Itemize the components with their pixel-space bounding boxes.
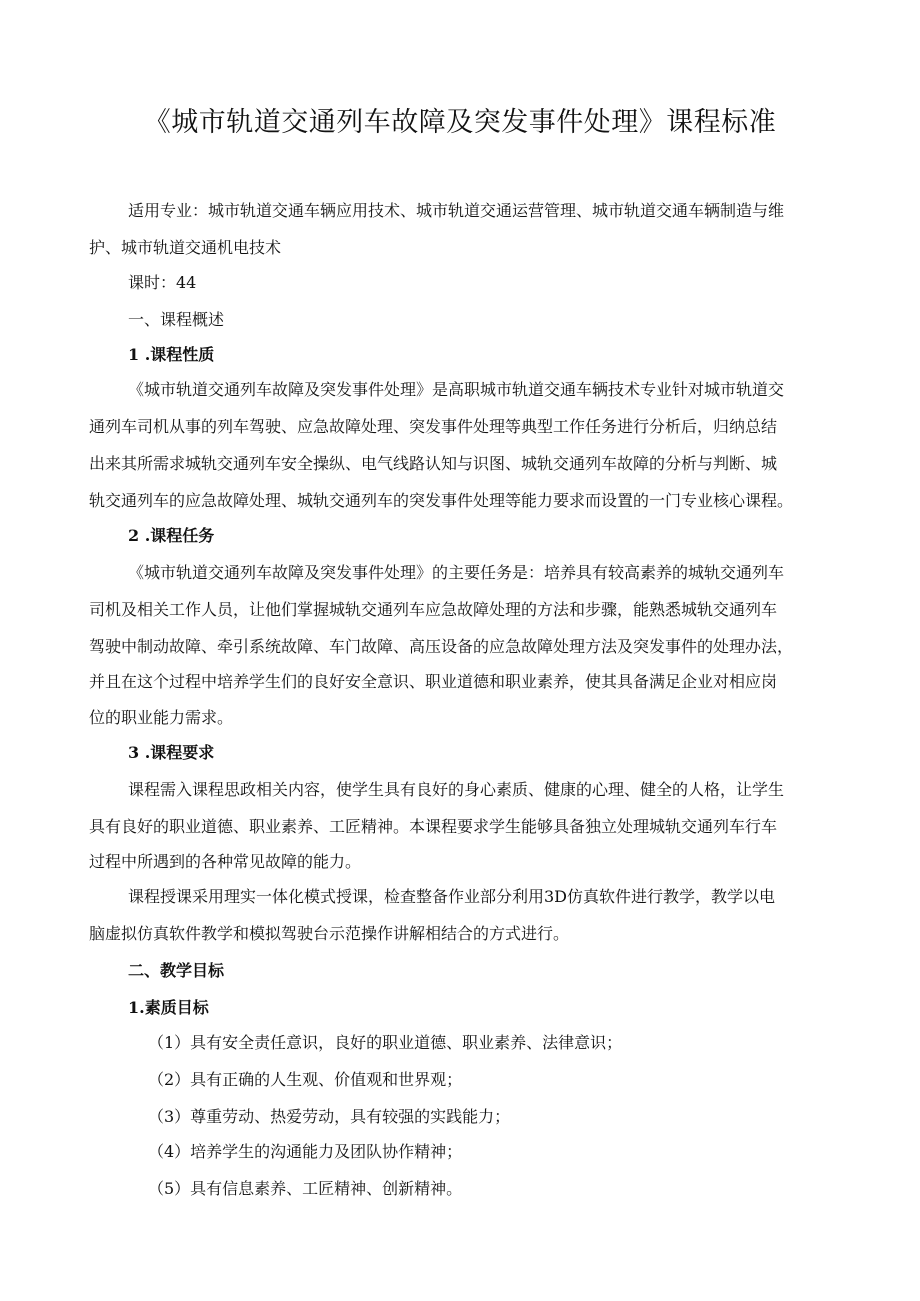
document-title: 《城市轨道交通列车故障及突发事件处理》课程标准 [143,107,777,138]
paragraph-line: 位的职业能力需求。 [89,708,234,727]
paragraph-line: 具有良好的职业道德、职业素养、工匠精神。本课程要求学生能够具备独立处理城轨交通列车行车 [89,817,778,836]
list-item: （1）具有安全责任意识，良好的职业道德、职业素养、法律意识； [148,1033,623,1052]
subheading-quality-objectives: 1.素质目标 [128,998,209,1017]
paragraph-line: 《城市轨道交通列车故障及突发事件处理》是高职城市轨道交通车辆技术专业针对城市轨道交 [128,380,785,399]
list-item: （5）具有信息素养、工匠精神、创新精神。 [148,1179,463,1198]
subheading-course-task: 2 .课程任务 [128,526,215,545]
paragraph-line: 司机及相关工作人员，让他们掌握城轨交通列车应急故障处理的方法和步骤，能熟悉城轨交通列车 [89,600,778,619]
list-item: （3）尊重劳动、热爱劳动，具有较强的实践能力； [148,1107,511,1126]
paragraph-line: 过程中所遇到的各种常见故障的能力。 [89,852,362,871]
course-hours: 课时：44 [128,273,197,292]
list-item: （4）培养学生的沟通能力及团队协作精神； [148,1142,463,1161]
paragraph-line: 驾驶中制动故障、牵引系统故障、车门故障、高压设备的应急故障处理方法及突发事件的处理办法， [89,637,794,656]
paragraph-line: 课程需入课程思政相关内容，使学生具有良好的身心素质、健康的心理、健全的人格，让学生 [128,780,785,799]
paragraph-line: 轨交通列车的应急故障处理、城轨交通列车的突发事件处理等能力要求而设置的一门专业核心课程。 [89,491,794,510]
applicable-major-line-1: 适用专业：城市轨道交通车辆应用技术、城市轨道交通运营管理、城市轨道交通车辆制造与维 [128,201,785,220]
paragraph-line: 出来其所需求城轨交通列车安全操纵、电气线路认知与识图、城轨交通列车故障的分析与判断、城 [89,454,778,473]
paragraph-line: 脑虚拟仿真软件教学和模拟驾驶台示范操作讲解相结合的方式进行。 [89,924,570,943]
list-item: （2）具有正确的人生观、价值观和世界观； [148,1070,463,1089]
paragraph-line: 并且在这个过程中培养学生们的良好安全意识、职业道德和职业素养，使其具备满足企业对相应岗 [89,672,778,691]
paragraph-line: 课程授课采用理实一体化模式授课，检查整备作业部分利用3D仿真软件进行教学，教学以电 [128,887,776,906]
paragraph-line: 《城市轨道交通列车故障及突发事件处理》的主要任务是：培养具有较高素养的城轨交通列车 [128,563,785,582]
section-heading-teaching-objectives: 二、教学目标 [128,961,225,980]
subheading-course-nature: 1 .课程性质 [128,345,215,364]
paragraph-line: 通列车司机从事的列车驾驶、应急故障处理、突发事件处理等典型工作任务进行分析后，归纳总结 [89,417,778,436]
section-heading-overview: 一、课程概述 [128,310,225,329]
applicable-major-line-2: 护、城市轨道交通机电技术 [89,238,282,257]
subheading-course-requirements: 3 .课程要求 [128,743,215,762]
